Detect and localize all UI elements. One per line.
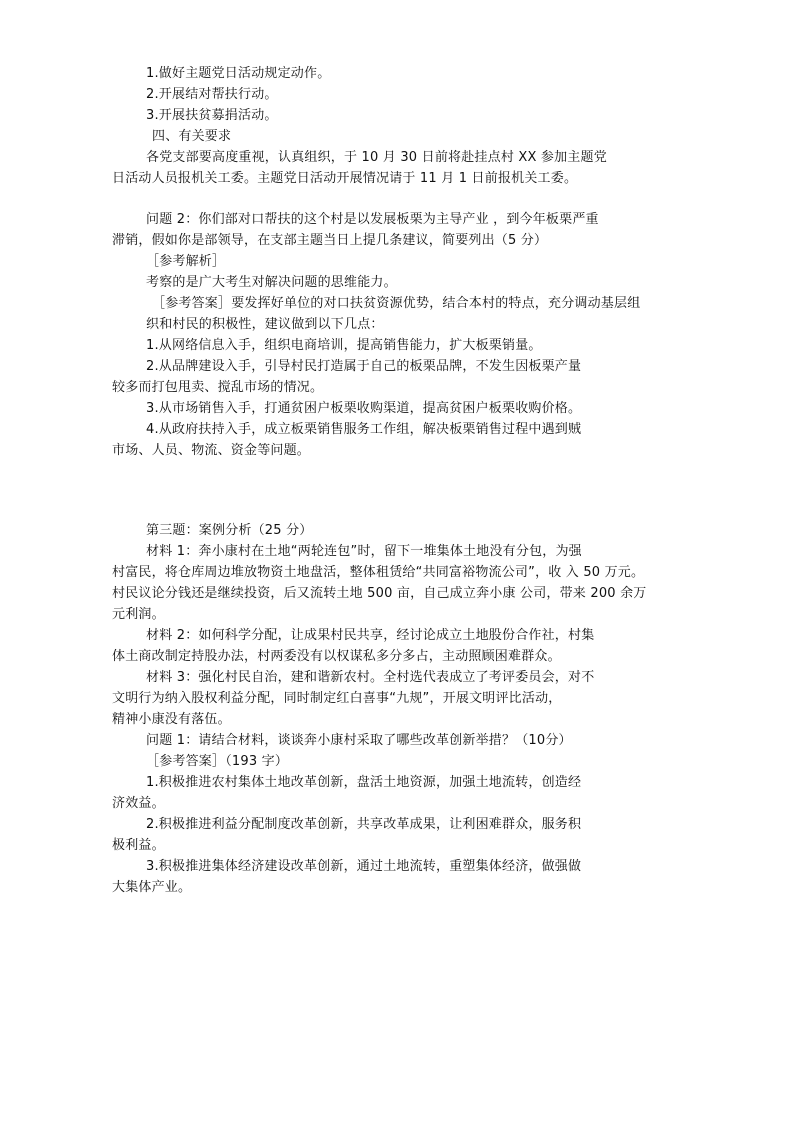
question-text: 问题 2：你们部对口帮扶的这个村是以发展板栗为主导产业 ，到今年板栗严重 <box>146 212 599 227</box>
answer-label: ［参考答案］（193 字） <box>146 754 289 769</box>
answer-point: 市场、人员、物流、资金等问题。 <box>112 443 311 458</box>
answer-point: 1.积极推进农村集体土地改革创新，盘活土地资源，加强土地流转，创造经 <box>146 775 582 790</box>
answer-point: 3.积极推进集体经济建设改革创新，通过土地流转，重塑集体经济，做强做 <box>146 859 582 874</box>
list-item: 3.开展扶贫募捐活动。 <box>146 108 278 123</box>
material-text: 村富民，将仓库周边堆放物资土地盘活，整体租赁给“共同富裕物流公司”，收 入 50 万元。 <box>112 565 645 580</box>
answer-text: 织和村民的积极性，建议做到以下几点： <box>146 317 384 332</box>
analysis-text: 考察的是广大考生对解决问题的思维能力。 <box>146 275 397 290</box>
answer-point: 大集体产业。 <box>112 880 192 895</box>
material-text: 村民议论分钱还是继续投资，后又流转土地 500 亩，自己成立奔小康 公司，带来 200 余万 <box>112 586 647 601</box>
section-heading: 四、有关要求 <box>152 129 232 144</box>
answer-point: 4.从政府扶持入手，成立板栗销售服务工作组，解决板栗销售过程中遇到贼 <box>146 422 582 437</box>
question-text: 滞销，假如你是部领导，在支部主题当日上提几条建议，简要列出（5 分） <box>112 233 548 248</box>
requirement-text: 各党支部要高度重视，认真组织，于 10 月 30 日前将赴挂点村 XX 参加主题党 <box>146 150 607 165</box>
answer-point: 济效益。 <box>112 796 165 811</box>
answer-text: ［参考答案］要发挥好单位的对口扶贫资源优势，结合本村的特点，充分调动基层组 <box>152 296 641 311</box>
list-item: 1.做好主题党日活动规定动作。 <box>146 66 331 81</box>
material-text: 材料 2：如何科学分配，让成果村民共享，经讨论成立土地股份合作社，村集 <box>146 628 595 643</box>
answer-point: 3.从市场销售入手，打通贫困户板栗收购渠道，提高贫困户板栗收购价格。 <box>146 401 582 416</box>
answer-point: 1.从网络信息入手，组织电商培训，提高销售能力，扩大板栗销量。 <box>146 338 542 353</box>
answer-point: 极利益。 <box>112 838 165 853</box>
answer-point: 2.从品牌建设入手，引导村民打造属于自己的板栗品牌，不发生因板栗产量 <box>146 359 582 374</box>
material-text: 体土商改制定持股办法，村两委没有以权谋私多分多占，主动照顾困难群众。 <box>112 649 561 664</box>
material-text: 文明行为纳入股权利益分配，同时制定红白喜事“九规”，开展文明评比活动， <box>112 691 562 706</box>
material-text: 材料 3：强化村民自治，建和谐新农村。全村选代表成立了考评委员会，对不 <box>146 670 595 685</box>
material-text: 材料 1：奔小康村在土地“两轮连包”时，留下一堆集体土地没有分包，为强 <box>146 544 582 559</box>
answer-point: 较多而打包甩卖、搅乱市场的情况。 <box>112 380 324 395</box>
requirement-text: 日活动人员报机关工委。主题党日活动开展情况请于 11 月 1 日前报机关工委。 <box>112 171 578 186</box>
analysis-label: ［参考解析］ <box>146 254 226 269</box>
question-text: 问题 1：请结合材料，谈谈奔小康村采取了哪些改革创新举措？（10分） <box>146 733 572 748</box>
answer-point: 2.积极推进利益分配制度改革创新，共享改革成果，让利困难群众，服务积 <box>146 817 582 832</box>
list-item: 2.开展结对帮扶行动。 <box>146 87 278 102</box>
question-title: 第三题：案例分析（25 分） <box>146 523 313 538</box>
material-text: 元利润。 <box>112 607 165 622</box>
material-text: 精神小康没有落伍。 <box>112 712 231 727</box>
